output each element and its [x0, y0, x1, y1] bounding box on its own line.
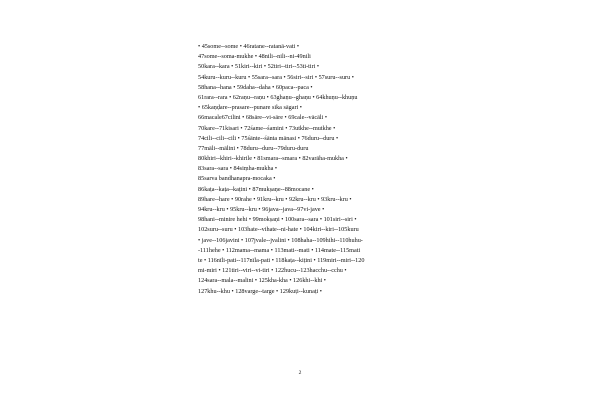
text-line: 85sarva bandhanapra-mocaka • [198, 175, 276, 183]
text-line: 70kare--71kisari • 72śame--śamini • 73utkhe--mutkhe • [198, 124, 336, 132]
text-line: 94kru--kru • 95kru--kru • 96java--java--97vi-jave • [198, 206, 325, 213]
text-line: 54kuru--kuru--kuru • 55sara--sara • 56siri--siri • 57suru--suru • [198, 73, 354, 81]
text-line: • jave--106javini • 107jvale--jvalini • 108haha--109hihi--110huhu- [198, 236, 363, 244]
text-line: 66macale67cilini • 68sāre--vi-sāre • 69cale--vācāli • [198, 114, 327, 122]
text-line: 89hare--hare • 90rahe • 91kru--kru • 92kru--kru • 93kru--kru • [198, 195, 352, 203]
text-line: 50kara--kara • 51kiri--kiri • 52tiri--tiri--53ti-tiri • [198, 63, 320, 71]
text-line: 102suru--suru • 103hate--vihate--ni-hate • 104kiri--kiri--105kuru [198, 226, 359, 234]
text-line: 86kaṭa--kaṭa--kaṭini • 87mukṣaṇe--88mocane • [198, 185, 314, 193]
text-line: -111hehe • 112mama--mama • 113mati--mati • 114mate--115mati [198, 246, 361, 254]
text-line: 80khiri--khiri--khirile • 81smara--smara • 82varāha-mukha • [198, 155, 348, 163]
text-line: te • 116nīli-pati--117nīla-pati • 118kaṭa--kiṭini • 119miri--miri--120 [198, 256, 365, 264]
text-line: 77māli--mālini • 78duru--duru--79duru-duru [198, 144, 309, 152]
text-line: 74cili--cili--cili • 75śānte--śānta mānasi • 76duru--duru • [198, 134, 339, 142]
text-line: • 65kaṇḍare--prasare--punare sika sāgari • [198, 104, 302, 112]
page-number: 2 [298, 370, 302, 376]
text-line: mi-miri • 121tiri--viri--vi-tiri • 122hucu--123hacchu--cchu • [198, 267, 347, 275]
text-line: 83sara--sara • 84siṃha-mukha • [198, 165, 278, 173]
text-line: • 45some--some • 46ratane--ratanā-vati • [198, 43, 299, 50]
text-line: 58hana--hana • 59daha--daha • 60paca--paca • [198, 83, 313, 91]
text-line: 61rara--rara • 62raṇu--raṇu • 63ghaṇu--ghaṇu • 64khuṇu--khuṇu [198, 93, 358, 101]
text-line: 124sara--mala--malini • 125kha-kha • 126khi--khi • [198, 277, 326, 285]
text-line: 127khu--khu • 128varge--targe • 129kuṭi--kunaṭi • [198, 287, 322, 295]
text-block [198, 42, 428, 297]
text-line: 47some--soma-mukhe • 48nili--nili--ni-49nili [198, 53, 311, 61]
text-line: 98hani--minire hehi • 99mokṣaṇi • 100sara--sara • 101siri--siri • [198, 216, 357, 224]
